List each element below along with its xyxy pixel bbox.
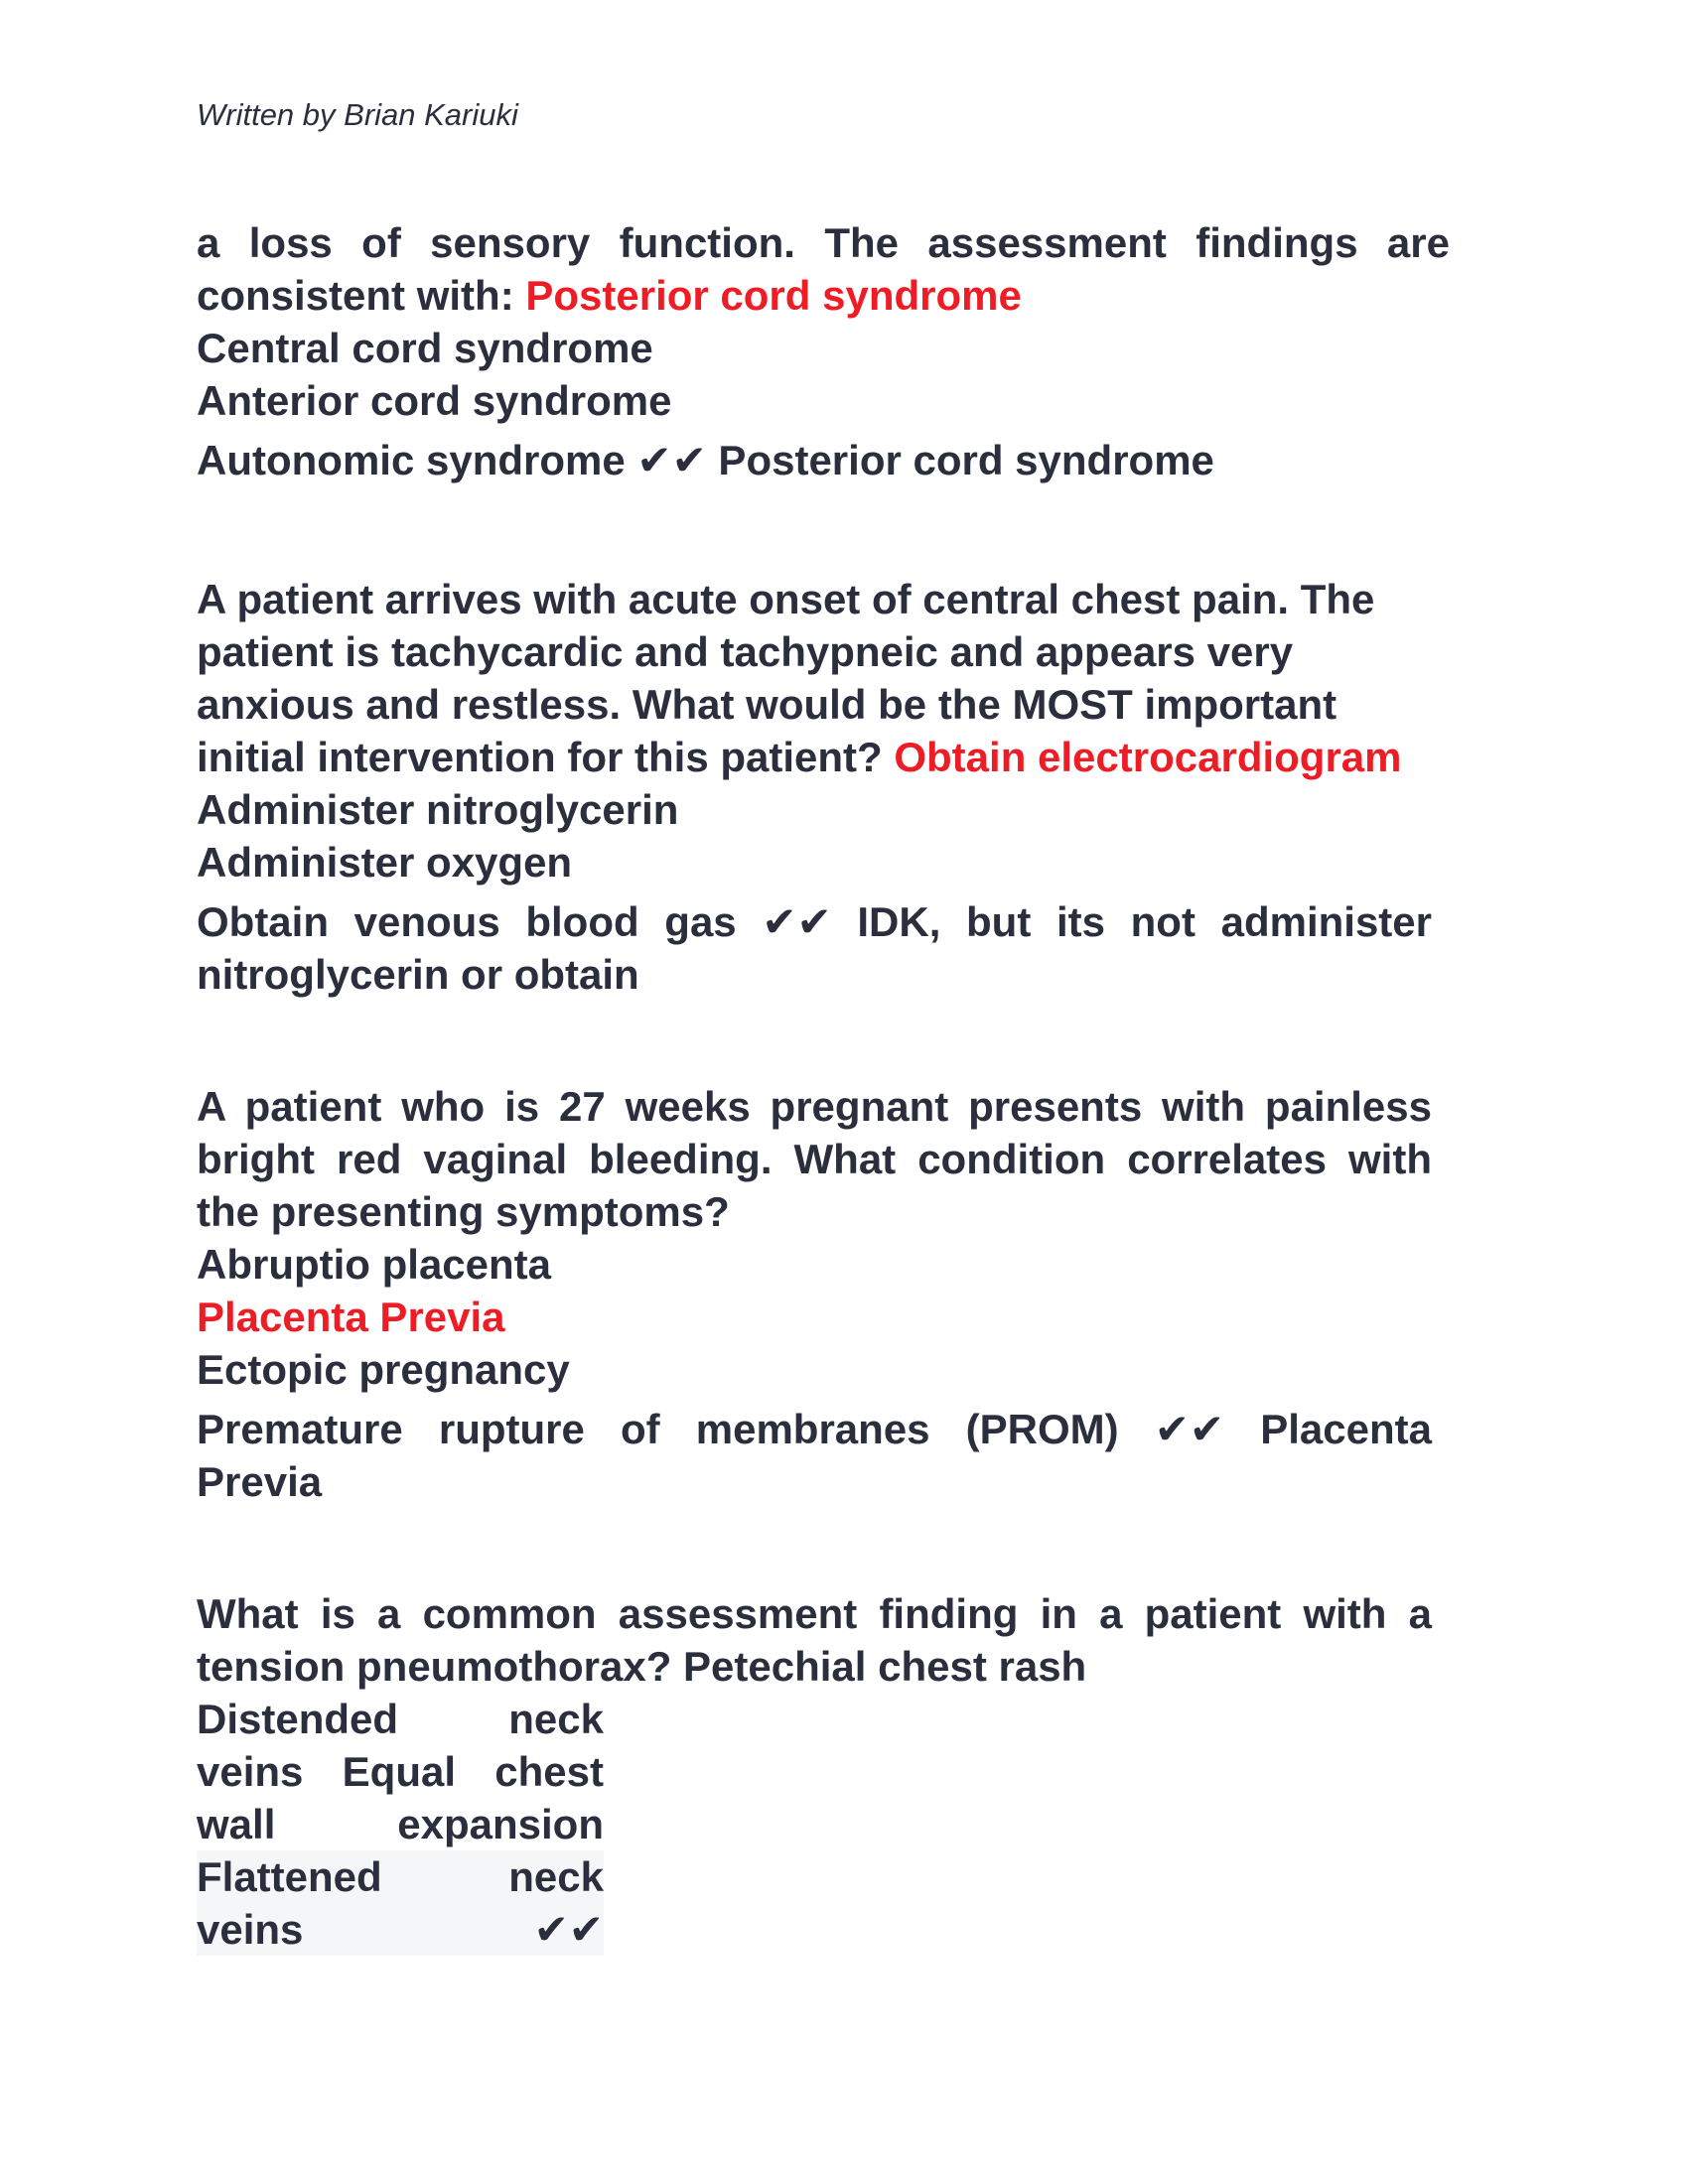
section-gap [197,493,1450,573]
q3-option-ectopic: Ectopic pregnancy [197,1346,570,1393]
page-header-author: Written by Brian Kariuki [197,97,518,132]
q1-option-autonomic-answer: Autonomic syndrome ✔✔ Posterior cord syndrome [197,437,1214,483]
q2-option-nitroglycerin: Administer nitroglycerin [197,786,679,833]
q4-options-line-2: veins Equal chest [197,1748,604,1795]
q2-line-2: patient is tachycardic and tachypneic and appears very [197,628,1294,675]
q1-option-anterior: Anterior cord syndrome [197,377,672,424]
q4-options-line-1: Distended neck [197,1696,604,1742]
q3-option-previa-highlighted: Placenta Previa [197,1294,505,1340]
q2-option-vbg-answer-line-1: Obtain venous blood gas ✔✔ IDK, but its not administer [197,898,1432,945]
q3-line-2: bright red vaginal bleeding. What condition correlates with [197,1136,1432,1182]
q1-line-1: a loss of sensory function. The assessment findings are [197,219,1450,266]
q3-option-prom-answer-line-1: Premature rupture of membranes (PROM) ✔✔ Placenta [197,1406,1432,1452]
q2-option-vbg-answer-line-2: nitroglycerin or obtain [197,951,639,998]
q1-line-2-prefix: consistent with: [197,272,526,319]
q1-highlighted-answer: Posterior cord syndrome [525,272,1022,319]
document-body [197,216,1450,1956]
q2-option-oxygen: Administer oxygen [197,839,573,886]
q4-options-line-3: wall expansion [197,1801,604,1847]
section-gap [197,1001,1450,1080]
q2-line-3: anxious and restless. What would be the MOST important [197,681,1337,728]
q4-options-block [197,1693,604,1956]
q4-line-1: What is a common assessment finding in a patient with a [197,1590,1432,1637]
q2-line-4-prefix: initial intervention for this patient? [197,734,895,780]
q3-option-abruptio: Abruptio placenta [197,1241,552,1288]
q3-line-3: the presenting symptoms? [197,1188,730,1235]
q4-line-2: tension pneumothorax? Petechial chest rash [197,1643,1087,1690]
q1-line-2 [197,269,1450,322]
q4-options-line-4: Flattened neck [197,1850,604,1903]
q3-line-1: A patient who is 27 weeks pregnant presents with painless [197,1083,1432,1130]
q2-line-4 [197,731,1450,783]
q1-option-central: Central cord syndrome [197,325,653,371]
q4-options-line-5: veins ✔✔ [197,1903,604,1956]
q2-highlighted-answer: Obtain electrocardiogram [894,734,1402,780]
section-gap [197,1508,1450,1587]
q2-line-1: A patient arrives with acute onset of central chest pain. The [197,576,1375,622]
q3-option-prom-answer-line-2: Previa [197,1458,323,1505]
